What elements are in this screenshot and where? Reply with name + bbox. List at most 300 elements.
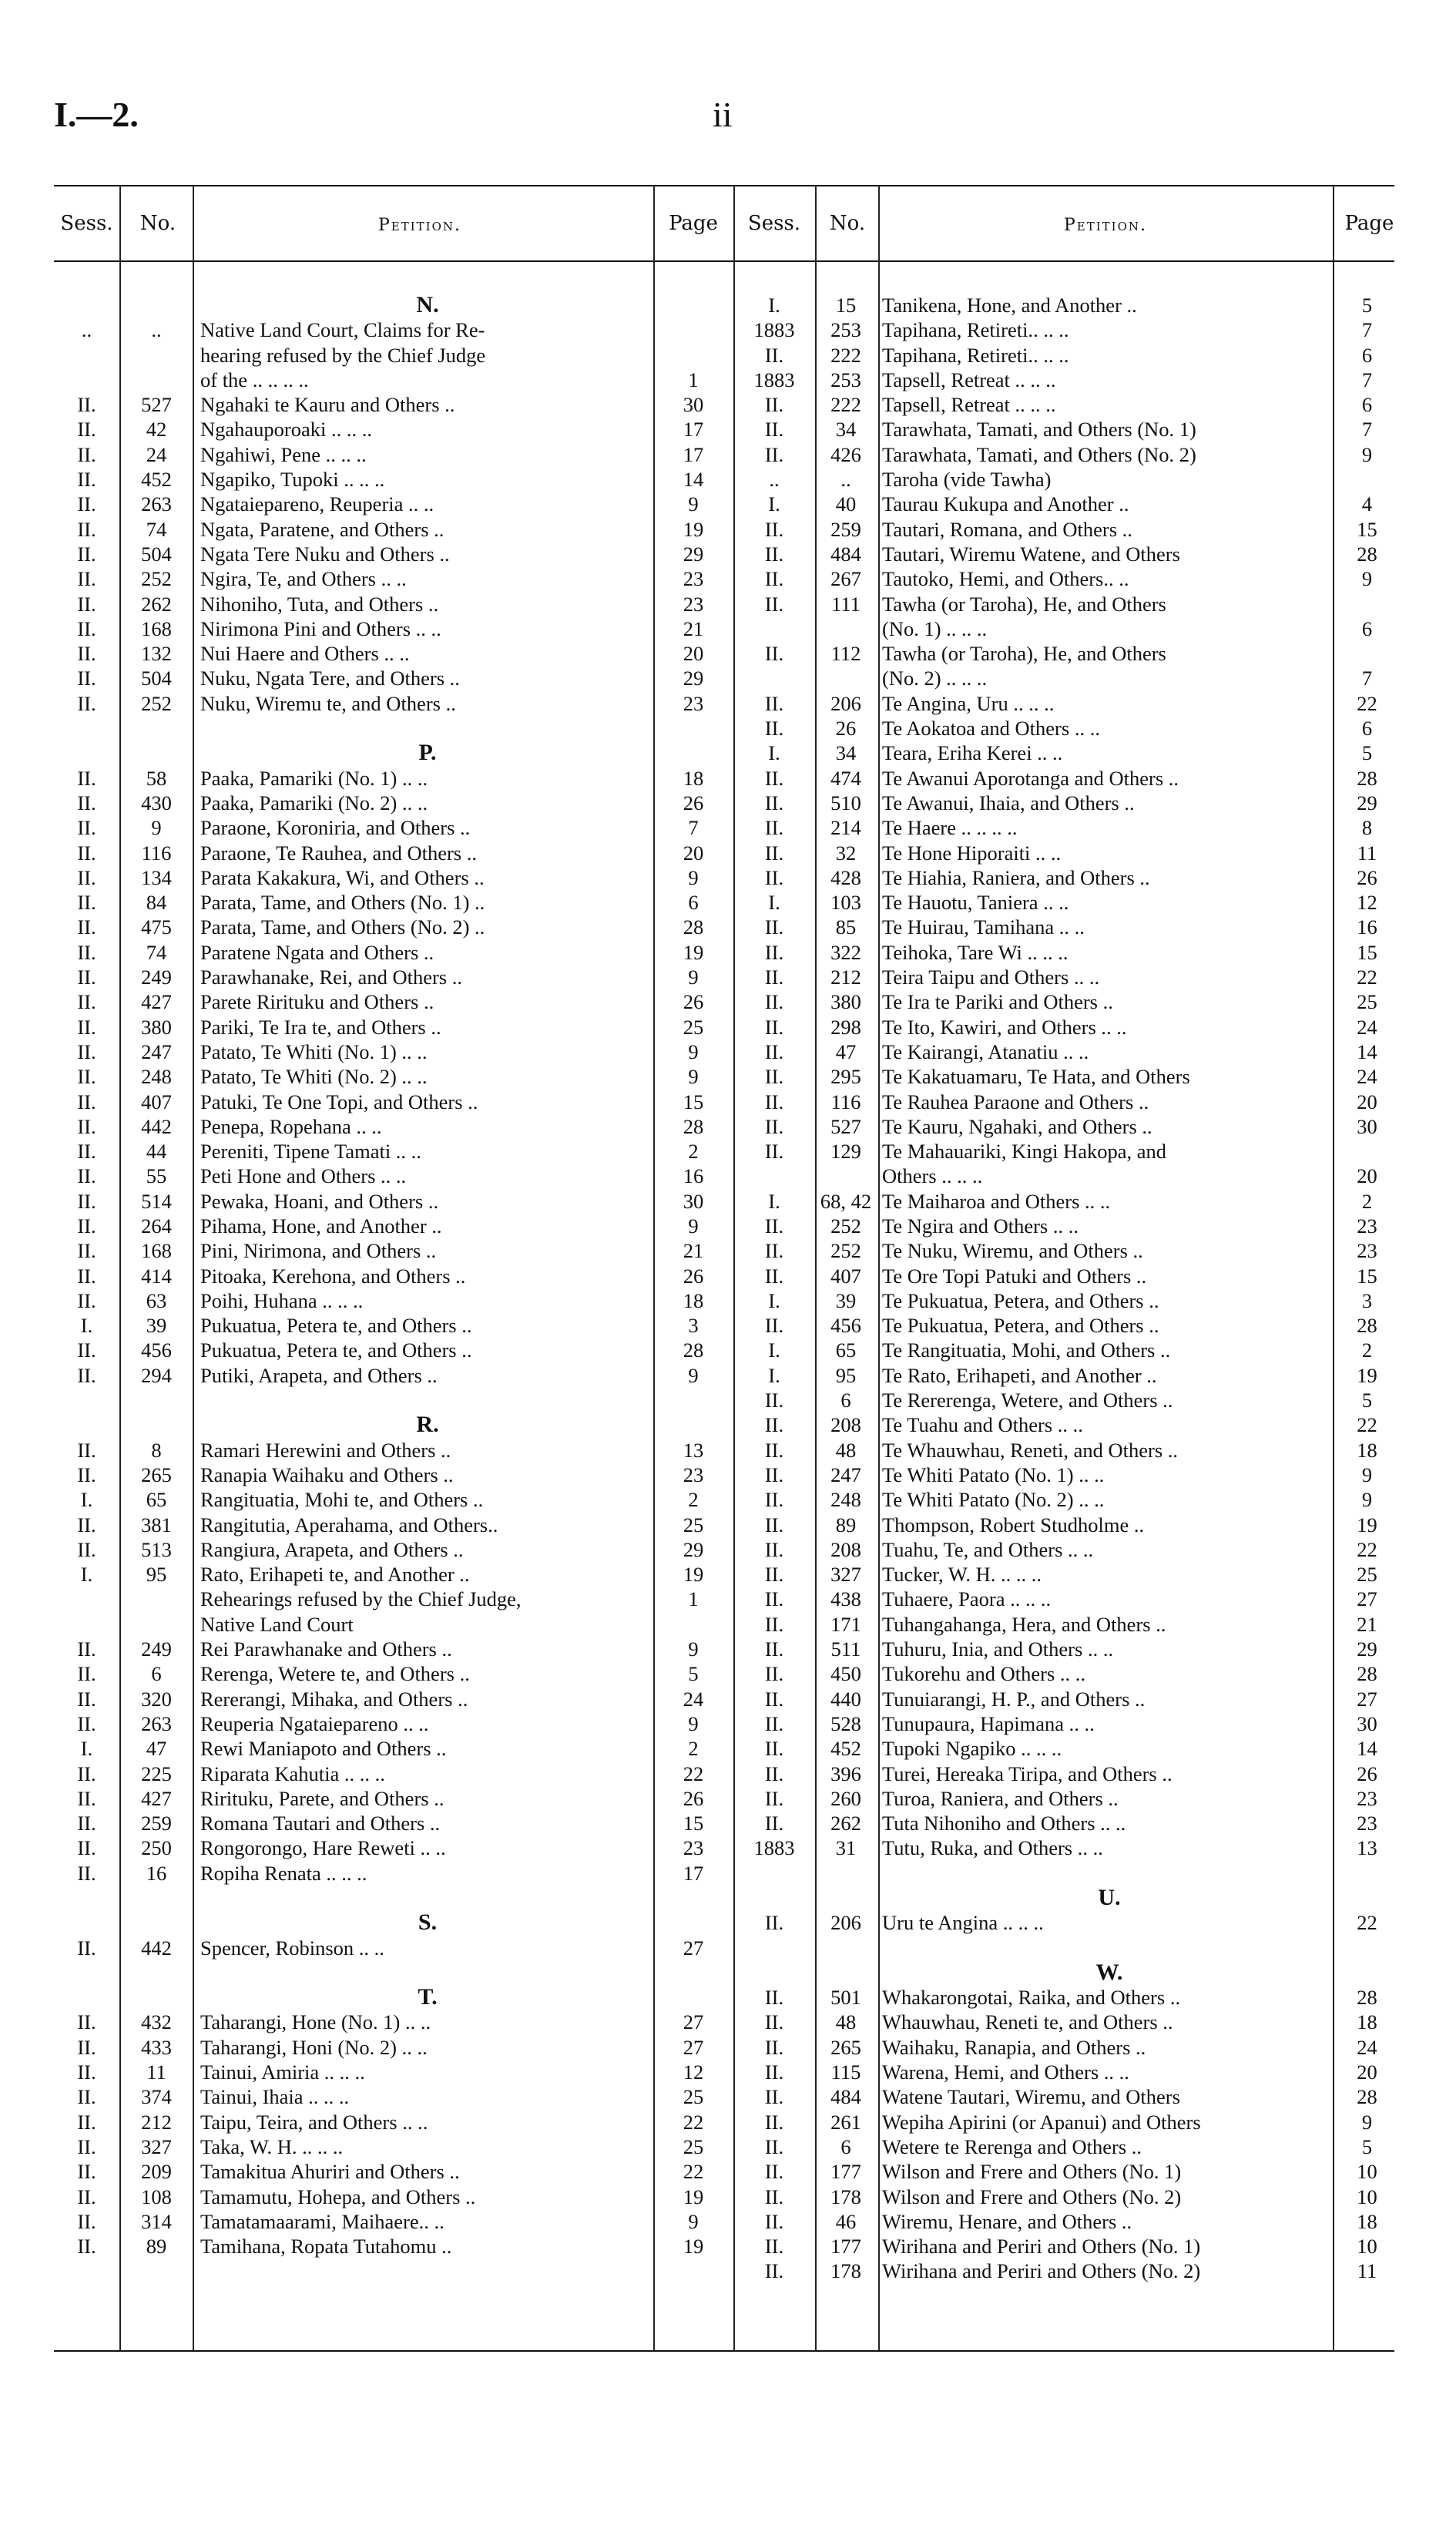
index-row — [736, 1711, 1402, 1736]
page-cell: 9 — [1361, 567, 1373, 591]
petition-cell: Te Tuahu and Others .. .. — [882, 1413, 1083, 1437]
number-cell: 510 — [830, 791, 861, 814]
petition-cell: Paaka, Pamariki (No. 2) .. .. — [200, 791, 428, 814]
session-cell: I. — [768, 1288, 780, 1312]
number-cell: 40 — [835, 492, 857, 516]
petition-cell: Reuperia Ngataiepareno .. .. — [200, 1711, 429, 1735]
index-row — [54, 1562, 732, 1587]
section-letter — [736, 1960, 1402, 1985]
spacer — [54, 1960, 732, 1985]
index-row — [54, 1090, 732, 1114]
petition-cell: Rongorongo, Hare Reweti .. .. — [200, 1836, 446, 1860]
session-cell: I. — [80, 1737, 93, 1761]
index-row — [54, 1114, 732, 1139]
right-index-table — [736, 293, 1402, 2284]
left-index-table — [54, 293, 732, 2259]
index-row — [736, 1661, 1402, 1686]
petition-cell: Tukorehu and Others .. .. — [882, 1662, 1086, 1686]
number-cell: 6 — [151, 1662, 162, 1686]
petition-cell: Ngata, Paratene, and Others .. — [200, 517, 445, 541]
session-cell: II. — [764, 691, 784, 715]
index-row — [54, 1513, 732, 1537]
index-row — [54, 815, 732, 840]
section-letter — [54, 1985, 732, 2010]
page-cell: 25 — [1357, 1563, 1377, 1587]
page-cell: 9 — [1361, 1488, 1373, 1512]
page-cell: 11 — [1357, 2259, 1377, 2283]
number-cell: 428 — [830, 865, 861, 889]
section-heading: U. — [1098, 1885, 1121, 1910]
petition-cell: Tautoko, Hemi, and Others.. .. — [882, 567, 1129, 591]
number-cell: 63 — [146, 1288, 167, 1312]
page-cell: 27 — [1357, 1687, 1377, 1711]
petition-cell: Pitoaka, Kerehona, and Others .. — [200, 1264, 466, 1288]
page-cell: 2 — [688, 1140, 699, 1164]
page-cell: 2 — [688, 1488, 699, 1512]
petition-cell: Paraone, Koroniria, and Others .. — [200, 816, 471, 840]
index-row — [736, 616, 1402, 641]
page-cell: 26 — [683, 1264, 704, 1288]
bottom-rule — [54, 2350, 1394, 2352]
number-cell: 47 — [835, 1039, 857, 1063]
number-cell: 407 — [830, 1264, 861, 1288]
session-cell: II. — [764, 1911, 784, 1935]
session-cell: II. — [77, 1189, 96, 1213]
page-cell: 26 — [1357, 1762, 1377, 1785]
page-cell: 19 — [1357, 1513, 1377, 1536]
session-cell: II. — [77, 1537, 96, 1561]
number-cell: 116 — [830, 1090, 861, 1113]
page-cell: 9 — [688, 1711, 699, 1735]
section-heading: T. — [418, 1984, 438, 2010]
session-cell: II. — [77, 1861, 96, 1885]
page-cell: 20 — [683, 642, 704, 666]
index-row — [736, 1562, 1402, 1587]
petition-cell: Tainui, Ihaia .. .. .. — [200, 2085, 350, 2109]
petition-cell: Tapsell, Retreat .. .. .. — [882, 368, 1056, 391]
page-cell: 6 — [1361, 717, 1373, 741]
page-cell: 29 — [683, 542, 704, 566]
page-cell: 16 — [683, 1164, 704, 1188]
page-cell: 15 — [1357, 1264, 1377, 1288]
section-heading: P. — [418, 740, 437, 766]
session-cell: II. — [77, 1164, 96, 1188]
session-cell: II. — [77, 990, 96, 1014]
index-row — [736, 592, 1402, 616]
number-cell: 44 — [146, 1140, 167, 1164]
petition-cell: Rangiura, Arapeta, and Others .. — [200, 1537, 464, 1561]
number-cell: 295 — [830, 1065, 861, 1089]
page-cell: 17 — [683, 1861, 704, 1885]
page-cell: 24 — [1357, 1015, 1377, 1039]
petition-cell: Tarawhata, Tamati, and Others (No. 1) — [882, 418, 1196, 442]
number-cell: 249 — [141, 1637, 172, 1661]
index-row — [736, 1463, 1402, 1487]
number-cell: 259 — [141, 1812, 172, 1835]
session-cell: II. — [764, 940, 784, 964]
number-cell: 294 — [141, 1363, 172, 1387]
session-cell: II. — [764, 1537, 784, 1561]
petition-cell: Taka, W. H. .. .. .. — [200, 2134, 344, 2158]
number-cell: 475 — [141, 915, 172, 939]
session-cell: II. — [764, 2235, 784, 2259]
petition-cell: Tautari, Romana, and Others .. — [882, 517, 1132, 541]
petition-cell: Rehearings refused by the Chief Judge, — [200, 1587, 522, 1611]
petition-cell: Turoa, Raniera, and Others .. — [882, 1786, 1119, 1810]
session-cell: II. — [77, 1786, 96, 1810]
index-row — [54, 1835, 732, 1860]
session-cell: II. — [764, 567, 784, 591]
session-cell: II. — [77, 1438, 96, 1462]
number-cell: 252 — [830, 1239, 861, 1263]
number-cell: 264 — [141, 1214, 172, 1238]
page-cell: 20 — [1357, 1090, 1377, 1113]
index-row — [54, 989, 732, 1014]
section-heading: S. — [418, 1909, 438, 1936]
number-cell: 430 — [141, 791, 172, 814]
number-cell: 39 — [146, 1314, 167, 1338]
page-cell: 9 — [688, 1637, 699, 1661]
index-row — [736, 517, 1402, 542]
session-cell: II. — [77, 2235, 96, 2259]
page-cell: 22 — [1357, 691, 1377, 715]
number-cell: 452 — [830, 1737, 861, 1761]
page-cell: 20 — [683, 841, 704, 865]
index-row — [736, 1139, 1402, 1164]
page-cell: 9 — [688, 492, 699, 516]
number-cell: 248 — [141, 1065, 172, 1089]
index-row — [54, 1537, 732, 1562]
petition-cell: Ngahaki te Kauru and Others .. — [200, 393, 455, 417]
page-cell: 24 — [1357, 1065, 1377, 1089]
index-row — [736, 2185, 1402, 2209]
index-row — [54, 1762, 732, 1786]
session-cell: I. — [768, 1338, 780, 1362]
petition-cell: Te Hauotu, Taniera .. .. — [882, 891, 1069, 915]
number-cell: 511 — [830, 1637, 861, 1661]
number-cell: 248 — [830, 1488, 861, 1512]
session-cell: I. — [80, 1488, 93, 1512]
number-cell: 456 — [141, 1338, 172, 1362]
index-row — [54, 1786, 732, 1811]
header-sess-right: Sess. — [747, 212, 801, 235]
index-row — [736, 865, 1402, 890]
number-cell: 501 — [830, 1986, 861, 2010]
petition-cell: Whauwhau, Reneti te, and Others .. — [882, 2010, 1173, 2034]
page-cell: 14 — [1357, 1039, 1377, 1063]
number-cell: 116 — [141, 841, 172, 865]
session-cell: II. — [77, 966, 96, 989]
session-cell: II. — [77, 517, 96, 541]
page-cell: 22 — [683, 2160, 704, 2184]
session-cell: II. — [764, 1762, 784, 1785]
number-cell: 314 — [141, 2209, 172, 2233]
session-cell: II. — [77, 2160, 96, 2184]
session-cell: II. — [77, 2110, 96, 2134]
divider — [733, 185, 735, 2350]
number-cell: 252 — [830, 1214, 861, 1238]
page-cell: 20 — [1357, 2060, 1377, 2084]
index-row — [736, 1338, 1402, 1362]
petition-cell: Te Rauhea Paraone and Others .. — [882, 1090, 1149, 1113]
petition-cell: Wirihana and Periri and Others (No. 1) — [882, 2235, 1201, 2259]
petition-cell: Te Kauru, Ngahaki, and Others .. — [882, 1114, 1152, 1138]
number-cell: 528 — [830, 1711, 861, 1735]
page-cell: 14 — [683, 468, 704, 492]
session-cell: II. — [77, 1239, 96, 1263]
number-cell: 34 — [835, 741, 857, 765]
session-cell: II. — [764, 542, 784, 566]
index-row — [736, 1835, 1402, 1860]
index-row — [736, 1487, 1402, 1512]
number-cell: 55 — [146, 1164, 167, 1188]
number-cell: 427 — [141, 990, 172, 1014]
petition-cell: Penepa, Ropehana .. .. — [200, 1114, 382, 1138]
page-cell: 1 — [688, 368, 699, 391]
session-cell: II. — [77, 442, 96, 466]
session-cell: II. — [764, 966, 784, 989]
index-row — [736, 2159, 1402, 2184]
index-row — [736, 2234, 1402, 2259]
petition-cell: Waihaku, Ranapia, and Others .. — [882, 2035, 1146, 2059]
session-cell: I. — [768, 891, 780, 915]
session-cell: II. — [77, 468, 96, 492]
session-cell: II. — [77, 667, 96, 690]
petition-cell: Te Awanui Aporotanga and Others .. — [882, 766, 1179, 790]
page-cell: 8 — [1361, 816, 1373, 840]
page-cell: 25 — [683, 1015, 704, 1039]
index-row — [54, 1264, 732, 1288]
session-cell: II. — [764, 1587, 784, 1611]
page-cell: 6 — [1361, 393, 1373, 417]
page-cell: 2 — [688, 1737, 699, 1761]
session-cell: II. — [77, 940, 96, 964]
number-cell: 212 — [830, 966, 861, 989]
number-cell: 322 — [830, 940, 861, 964]
index-row — [736, 467, 1402, 492]
page-cell: 20 — [1357, 1164, 1377, 1188]
index-row — [736, 890, 1402, 915]
index-row — [54, 1338, 732, 1362]
page-cell: 24 — [683, 1687, 704, 1711]
page-cell: 7 — [688, 816, 699, 840]
petition-cell: Others .. .. .. — [882, 1164, 983, 1188]
session-cell: II. — [764, 1214, 784, 1238]
number-cell: 26 — [835, 717, 857, 741]
session-cell: II. — [764, 791, 784, 814]
index-row — [54, 1313, 732, 1338]
page-cell: 30 — [683, 1189, 704, 1213]
page-cell: 3 — [1361, 1288, 1373, 1312]
petition-cell: Wilson and Frere and Others (No. 1) — [882, 2160, 1182, 2184]
index-row — [736, 1910, 1402, 1935]
index-row — [736, 1587, 1402, 1611]
page-cell: 28 — [683, 915, 704, 939]
index-row — [54, 1039, 732, 1064]
index-row — [736, 766, 1402, 791]
number-cell: 85 — [835, 915, 857, 939]
index-row — [54, 1189, 732, 1214]
number-cell: 263 — [141, 492, 172, 516]
petition-cell: Riparata Kahutia .. .. .. — [200, 1762, 385, 1785]
petition-cell: Watene Tautari, Wiremu, and Others — [882, 2085, 1180, 2109]
index-row — [736, 1687, 1402, 1711]
session-cell: II. — [77, 1114, 96, 1138]
petition-cell: Tuta Nihoniho and Others .. .. — [882, 1812, 1126, 1835]
number-cell: 440 — [830, 1687, 861, 1711]
page-cell: 12 — [1357, 891, 1377, 915]
number-cell: 253 — [830, 368, 861, 391]
session-cell: II. — [764, 517, 784, 541]
index-row — [54, 965, 732, 989]
page-cell: 25 — [1357, 990, 1377, 1014]
index-row — [54, 392, 732, 417]
petition-cell: Rato, Erihapeti te, and Another .. — [200, 1563, 470, 1587]
page-cell: 7 — [1361, 368, 1373, 391]
page-cell: 19 — [683, 940, 704, 964]
number-cell: 261 — [830, 2110, 861, 2134]
session-cell: II. — [77, 1338, 96, 1362]
page-cell: 7 — [1361, 667, 1373, 690]
section-letter — [54, 293, 732, 317]
number-cell: 433 — [141, 2035, 172, 2059]
session-cell: II. — [764, 1612, 784, 1636]
number-cell: 438 — [830, 1587, 861, 1611]
session-cell: II. — [77, 2060, 96, 2084]
petition-cell: Patato, Te Whiti (No. 1) .. .. — [200, 1039, 428, 1063]
petition-cell: Pereniti, Tipene Tamati .. .. — [200, 1140, 421, 1164]
session-cell: II. — [77, 2185, 96, 2208]
page-cell: 23 — [1357, 1239, 1377, 1263]
index-row — [54, 691, 732, 716]
index-row — [736, 791, 1402, 815]
page-cell: 7 — [1361, 418, 1373, 442]
petition-cell: Te Angina, Uru .. .. .. — [882, 691, 1055, 715]
spacer — [54, 1886, 732, 1910]
petition-cell: Tamakitua Ahuriri and Others .. — [200, 2160, 460, 2184]
number-cell: 442 — [141, 1114, 172, 1138]
session-cell: I. — [768, 741, 780, 765]
session-cell: II. — [764, 2085, 784, 2109]
section-heading: N. — [416, 292, 439, 317]
number-cell: 47 — [146, 1737, 167, 1761]
petition-cell: Tupoki Ngapiko .. .. .. — [882, 1737, 1062, 1761]
petition-cell: Tuahu, Te, and Others .. .. — [882, 1537, 1094, 1561]
petition-cell: Wepiha Apirini (or Apanui) and Others — [882, 2110, 1201, 2134]
index-row — [54, 2134, 732, 2159]
petition-cell: of the .. .. .. .. — [200, 368, 309, 391]
petition-cell: Tamatamaarami, Maihaere.. .. — [200, 2209, 445, 2233]
number-cell: 9 — [151, 816, 162, 840]
header-no-left: No. — [139, 212, 176, 235]
number-cell: 396 — [830, 1762, 861, 1785]
index-row — [736, 417, 1402, 442]
number-cell: 265 — [830, 2035, 861, 2059]
page-cell: 6 — [688, 891, 699, 915]
page-cell: 2 — [1361, 1338, 1373, 1362]
page-cell: 23 — [1357, 1786, 1377, 1810]
index-row — [736, 989, 1402, 1014]
petition-cell: Wetere te Rerenga and Others .. — [882, 2134, 1142, 2158]
page-cell: 18 — [683, 1288, 704, 1312]
session-cell: II. — [764, 2010, 784, 2034]
page-number: ii — [713, 95, 733, 134]
session-cell: II. — [77, 567, 96, 591]
session-cell: II. — [77, 1065, 96, 1089]
index-row — [736, 2060, 1402, 2084]
number-cell: 327 — [830, 1563, 861, 1587]
petition-cell: Nirimona Pini and Others .. .. — [200, 616, 441, 640]
page-cell: 28 — [1357, 1662, 1377, 1686]
petition-cell: Wiremu, Henare, and Others .. — [882, 2209, 1132, 2233]
number-cell: 253 — [830, 318, 861, 342]
index-row — [54, 317, 732, 342]
number-cell: .. — [840, 468, 851, 492]
number-cell: 426 — [830, 442, 861, 466]
page-cell: 18 — [1357, 1438, 1377, 1462]
session-cell: II. — [764, 442, 784, 466]
session-cell: II. — [764, 816, 784, 840]
petition-cell: Rewi Maniapoto and Others .. — [200, 1737, 447, 1761]
petition-cell: Taroha (vide Tawha) — [882, 468, 1052, 492]
petition-cell: Warena, Hemi, and Others .. .. — [882, 2060, 1129, 2084]
index-row — [54, 2035, 732, 2060]
session-cell: II. — [764, 2185, 784, 2208]
page-cell: 26 — [683, 791, 704, 814]
number-cell: 527 — [141, 393, 172, 417]
page-cell: 21 — [683, 616, 704, 640]
index-row — [736, 841, 1402, 865]
petition-cell: Taharangi, Hone (No. 1) .. .. — [200, 2010, 431, 2034]
session-cell: 1883 — [753, 368, 795, 391]
index-row — [54, 1711, 732, 1736]
session-cell: II. — [764, 915, 784, 939]
session-cell: II. — [77, 418, 96, 442]
petition-cell: (No. 1) .. .. .. — [882, 616, 988, 640]
petition-cell: Nui Haere and Others .. .. — [200, 642, 410, 666]
index-row — [54, 865, 732, 890]
session-cell: II. — [764, 1413, 784, 1437]
index-row — [736, 691, 1402, 716]
session-cell: I. — [768, 294, 780, 317]
petition-cell: Ramari Herewini and Others .. — [200, 1438, 451, 1462]
number-cell: 208 — [830, 1413, 861, 1437]
session-cell: II. — [77, 691, 96, 715]
session-cell: II. — [764, 393, 784, 417]
index-row — [736, 2110, 1402, 2134]
index-row — [54, 492, 732, 516]
page-cell: 28 — [683, 1338, 704, 1362]
number-cell: 32 — [835, 841, 857, 865]
petition-cell: Tamihana, Ropata Tutahomu .. — [200, 2235, 452, 2259]
page-cell: 24 — [1357, 2035, 1377, 2059]
number-cell: 504 — [141, 667, 172, 690]
petition-cell: Te Hone Hiporaiti .. .. — [882, 841, 1062, 865]
petition-cell: Taipu, Teira, and Others .. .. — [200, 2110, 428, 2134]
session-cell: II. — [77, 2035, 96, 2059]
petition-cell: Ngahiwi, Pene .. .. .. — [200, 442, 367, 466]
header-rule — [54, 260, 1394, 262]
petition-cell: Parawhanake, Rei, and Others .. — [200, 966, 462, 989]
petition-cell: Tawha (or Taroha), He, and Others — [882, 592, 1166, 616]
page-cell: 23 — [683, 1836, 704, 1860]
index-row — [736, 317, 1402, 342]
number-cell: 108 — [141, 2185, 172, 2208]
page-cell: 28 — [1357, 2085, 1377, 2109]
petition-cell: hearing refused by the Chief Judge — [200, 343, 486, 367]
page-cell: 9 — [688, 1214, 699, 1238]
index-row — [736, 1064, 1402, 1089]
